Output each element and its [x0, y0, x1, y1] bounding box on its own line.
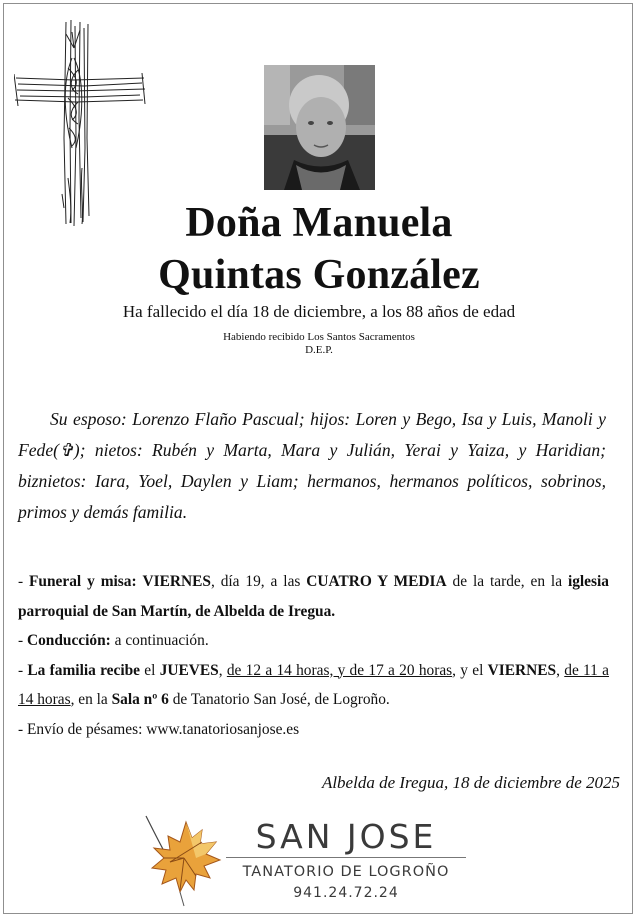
brand-name: SAN JOSE [255, 817, 437, 856]
brand-phone: 941.24.72.24 [293, 885, 399, 901]
death-notice: Ha fallecido el día 18 de diciembre, a los 88 años de edad [122, 302, 516, 321]
visitation-hours2: de 11 a 14 horas [18, 661, 609, 708]
visitation-text: , [556, 661, 565, 679]
funeral-time: CUATRO Y MEDIA [306, 573, 447, 590]
visitation-text: , [218, 661, 227, 679]
deceased-name-line1: Doña Manuela [185, 200, 453, 246]
brand-divider [226, 857, 466, 858]
funeral-label: Funeral y misa: [29, 573, 137, 590]
visitation-line [18, 656, 609, 715]
conduccion-label: Conducción: [26, 632, 111, 649]
visitation-text: el [140, 661, 160, 679]
family-paragraph [18, 404, 606, 528]
visitation-hours1: de 12 a 14 horas, y de 17 a 20 horas [226, 661, 453, 679]
visitation-day2: VIERNES [487, 661, 557, 679]
dash: - [18, 632, 27, 649]
sacraments-text: Habiendo recibido Los Santos Sacramentos [223, 331, 415, 343]
funeral-text: , día 19, a las [210, 573, 307, 590]
condolences-line: - Envío de pésames: www.tanatoriosanjose.es [18, 720, 300, 738]
family-text-after: ); nietos: Rubén y Marta, Mara y Julián, Yerai y Yaiza, y Haridian; biznietos: Iara, Yoel, Daylen y Liam; hermanos, hermanos políticos, sobrinos, primos y demás familia. [18, 440, 606, 522]
dep-text: D.E.P. [305, 344, 333, 356]
family-text-before: Su esposo: Lorenzo Flaño Pascual; hijos: Loren y Bego, Isa y Luis, Manoli y Fede( [18, 409, 606, 460]
dash: - [18, 661, 28, 679]
funeral-church: iglesia parroquial de San Martín, de Albelda de Iregua. [18, 573, 609, 620]
visitation-label: La familia recibe [27, 661, 140, 679]
visitation-text: , y el [452, 661, 488, 679]
funeral-text: de la tarde, en la [446, 573, 568, 590]
cross-icon [14, 18, 146, 228]
visitation-day1: JUEVES [159, 661, 219, 679]
deceased-name-line2: Quintas González [158, 252, 480, 298]
funeral-line [18, 567, 609, 626]
brand-block [226, 817, 466, 904]
conduccion-line [18, 626, 609, 656]
cross-symbol-icon: ✞ [59, 440, 74, 460]
service-info [18, 567, 609, 744]
visitation-text: de Tanatorio San José, de Logroño. [168, 691, 390, 708]
deceased-portrait [264, 65, 375, 190]
leaf-logo-icon [140, 812, 226, 908]
conduccion-text: a continuación. [110, 632, 209, 649]
brand-subtitle: TANATORIO DE LOGROÑO [242, 864, 450, 880]
funeral-day: VIERNES [142, 573, 211, 590]
dash: - [18, 573, 30, 590]
visitation-room: Sala nº 6 [111, 691, 169, 708]
sacraments-block [0, 331, 638, 357]
place-date: Albelda de Iregua, 18 de diciembre de 2025 [321, 773, 620, 792]
visitation-text: , en la [70, 691, 112, 708]
